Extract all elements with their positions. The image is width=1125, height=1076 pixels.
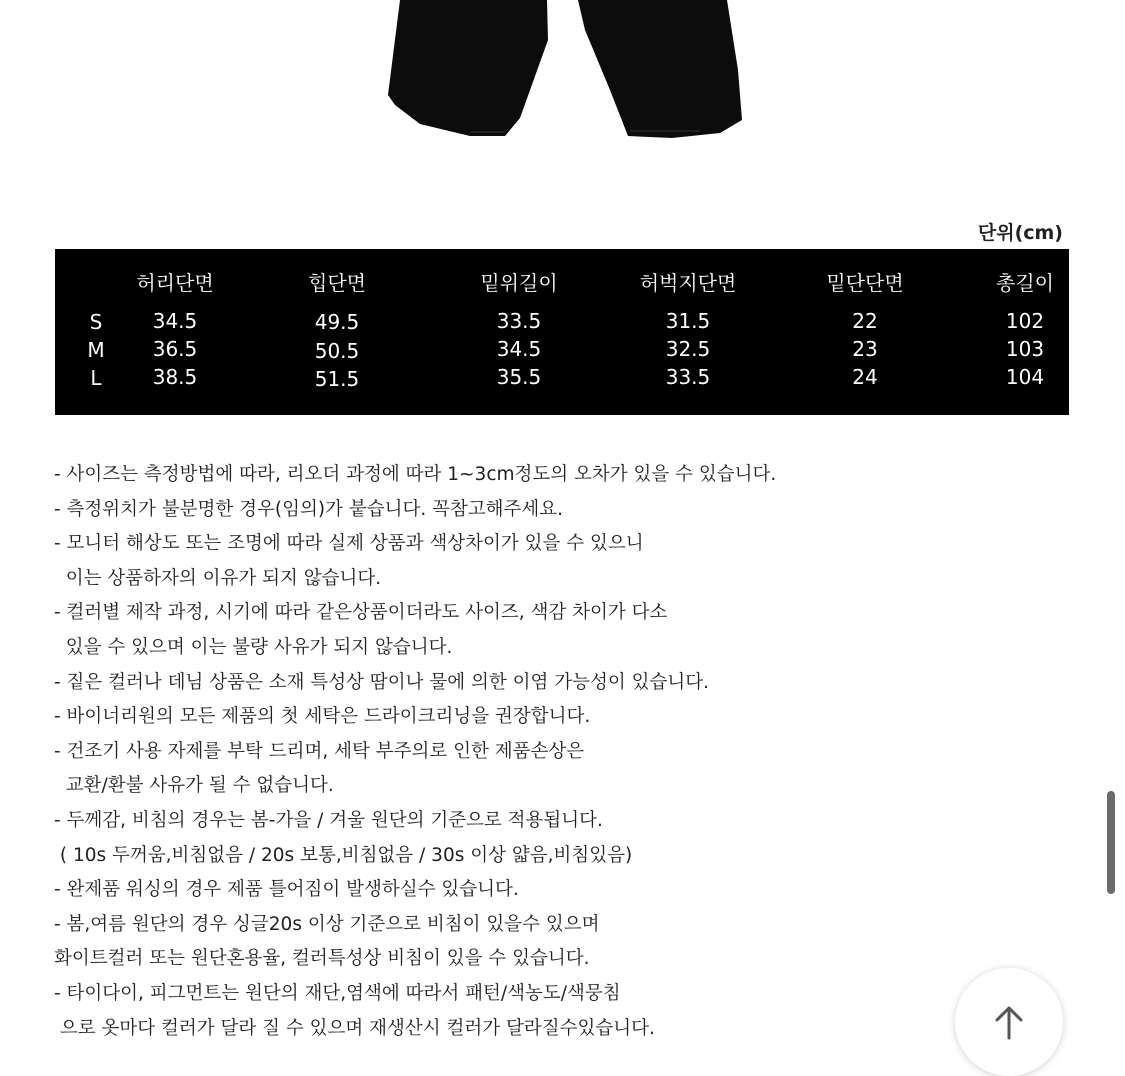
- note-line: - 건조기 사용 자제를 부탁 드리며, 세탁 부주의로 인한 제품손상은: [54, 740, 585, 762]
- cell: 33.5: [496, 309, 542, 333]
- note-line: - 측정위치가 불분명한 경우(임의)가 붙습니다. 꼭참고해주세요.: [54, 498, 564, 520]
- note-line: 화이트컬러 또는 원단혼용율, 컬러특성상 비침이 있을 수 있습니다.: [54, 948, 590, 970]
- header-waist: 허리단면: [136, 271, 214, 295]
- size-table: [55, 249, 1069, 415]
- cell: 23: [852, 337, 878, 361]
- product-image-pants: [0, 0, 1125, 150]
- header-hem: 밑단단면: [826, 271, 904, 295]
- arrow-up-icon: [989, 1002, 1029, 1042]
- note-line: - 바이너리원의 모든 제품의 첫 세탁은 드라이크리닝을 권장합니다.: [54, 706, 591, 728]
- header-rise: 밑위길이: [480, 271, 558, 295]
- unit-label: 단위(cm): [977, 222, 1063, 244]
- cell: 32.5: [665, 337, 711, 361]
- note-line: - 모니터 해상도 또는 조명에 따라 실제 상품과 색상차이가 있을 수 있으니: [54, 533, 644, 555]
- cell: 38.5: [152, 365, 198, 389]
- note-line: - 타이다이, 피그먼트는 원단의 재단,염색에 따라서 패턴/색농도/색뭉침: [54, 982, 621, 1004]
- header-length: 총길이: [996, 271, 1054, 295]
- cell: 34.5: [496, 337, 542, 361]
- cell: 49.5: [314, 310, 360, 334]
- scroll-to-top-button[interactable]: [955, 968, 1063, 1076]
- note-line: 있을 수 있으며 이는 불량 사유가 되지 않습니다.: [54, 636, 453, 658]
- cell: 102: [1005, 309, 1045, 333]
- row-label-l: L: [90, 366, 102, 390]
- cell: 34.5: [152, 309, 198, 333]
- cell: 51.5: [314, 367, 360, 391]
- cell: 36.5: [152, 337, 198, 361]
- size-notes: [54, 458, 954, 1046]
- header-hip: 힙단면: [308, 271, 366, 295]
- cell: 104: [1005, 365, 1045, 389]
- cell: 31.5: [665, 309, 711, 333]
- cell: 35.5: [496, 365, 542, 389]
- cell: 103: [1005, 337, 1045, 361]
- header-thigh: 허벅지단면: [639, 271, 737, 295]
- note-line: - 컬러별 제작 과정, 시기에 따라 같은상품이더라도 사이즈, 색감 차이가 다소: [54, 602, 668, 624]
- note-line: ( 10s 두꺼움,비침없음 / 20s 보통,비침없음 / 30s 이상 얇음,비침있음): [54, 844, 633, 866]
- note-line: 으로 옷마다 컬러가 달라 질 수 있으며 재생산시 컬러가 달라질수있습니다.: [54, 1017, 655, 1039]
- cell: 33.5: [665, 365, 711, 389]
- row-label-m: M: [87, 338, 105, 362]
- cell: 50.5: [314, 339, 360, 363]
- note-line: - 사이즈는 측정방법에 따라, 리오더 과정에 따라 1~3cm정도의 오차가 있을 수 있습니다.: [54, 464, 777, 485]
- note-line: - 완제품 워싱의 경우 제품 틀어짐이 발생하실수 있습니다.: [54, 879, 519, 901]
- note-line: 이는 상품하자의 이유가 되지 않습니다.: [54, 567, 382, 589]
- note-line: - 봄,여름 원단의 경우 싱글20s 이상 기준으로 비침이 있을수 있으며: [54, 913, 600, 935]
- note-line: - 짙은 컬러나 데님 상품은 소재 특성상 땀이나 물에 의한 이염 가능성이 있습니다.: [54, 671, 709, 693]
- cell: 24: [852, 365, 878, 389]
- scrollbar-thumb[interactable]: [1107, 791, 1115, 894]
- row-label-s: S: [89, 310, 103, 334]
- note-line: 교환/환불 사유가 될 수 없습니다.: [54, 775, 334, 797]
- note-line: - 두께감, 비침의 경우는 봄-가을 / 겨울 원단의 기준으로 적용됩니다.: [54, 809, 603, 831]
- cell: 22: [852, 309, 878, 333]
